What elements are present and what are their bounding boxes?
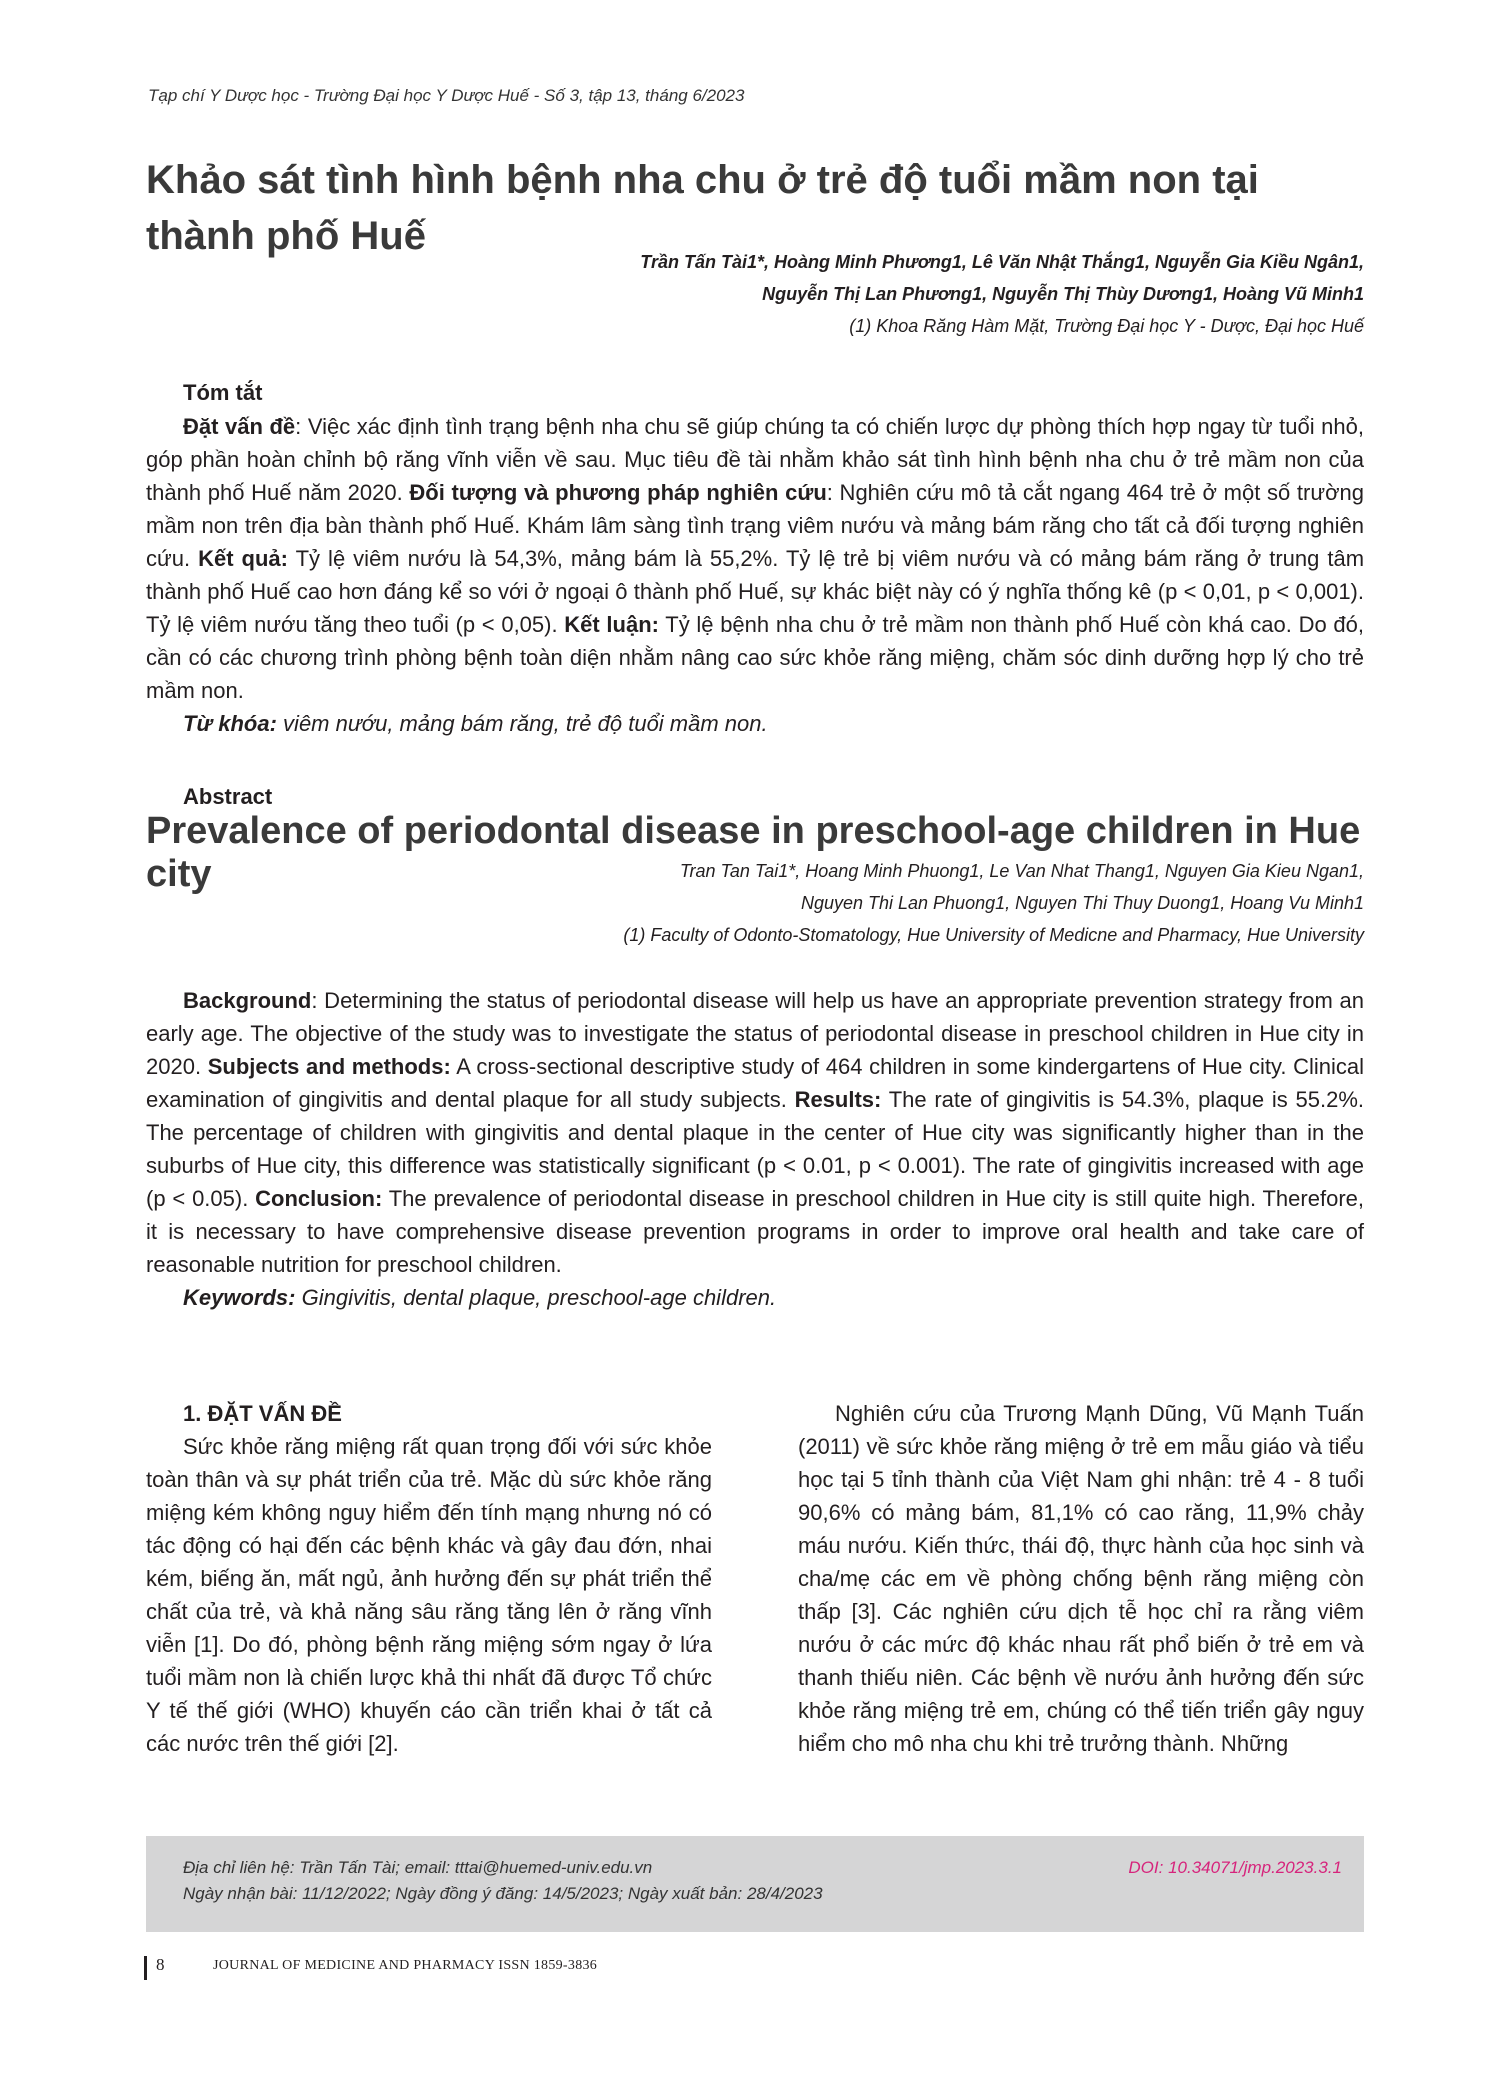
en-authors-line1: Tran Tan Tai1*, Hoang Minh Phuong1, Le Van Nhat Thang1, Nguyen Gia Kieu Ngan1, (679, 861, 1364, 881)
vn-conclusion-text: Tỷ lệ bệnh nha chu ở trẻ mầm non thành phố Huế còn khá cao. Do đó, cần có các chương trình phòng bệnh toàn diện nhằm nâng cao sức khỏe răng miệng, chăm sóc dinh dưỡng hợp lý cho trẻ mầm non. (146, 612, 1364, 703)
left-column-paragraph: Sức khỏe răng miệng rất quan trọng đối với sức khỏe toàn thân và sự phát triển của trẻ. Mặc dù sức khỏe răng miệng kém không nguy hiểm đến tính mạng nhưng nó có tác động có hại đến các bệnh khác và gây đau đớn, nhai kém, biếng ăn, mất ngủ, ảnh hưởng đến sự phát triển thể chất của trẻ, và khả năng sâu răng tăng lên ở răng vĩnh viễn [1]. Do đó, phòng bệnh răng miệng sớm ngay ở lứa tuổi mầm non là chiến lược khả thi nhất đã được Tổ chức Y tế thế giới (WHO) khuyến cáo cần triển khai ở tất cả các nước trên thế giới [2]. (146, 1434, 712, 1756)
vn-summary (146, 410, 1364, 740)
en-results-label: Results: (794, 1087, 882, 1112)
en-title: Prevalence of periodontal disease in preschool-age children in Hue city (146, 810, 1361, 895)
section1-heading: 1. ĐẶT VẤN ĐỀ (183, 1401, 342, 1426)
footer-contact: Địa chỉ liên hệ: Trần Tấn Tài; email: tttai@huemed-univ.edu.vn (183, 1858, 653, 1877)
vn-authors-line2: Nguyễn Thị Lan Phương1, Nguyễn Thị Thùy Dương1, Hoàng Vũ Minh1 (762, 284, 1364, 304)
vn-bg-text: : Việc xác định tình trạng bệnh nha chu sẽ giúp chúng ta có chiến lược dự phòng thích hợp ngay từ tuổi nhỏ, góp phần hoàn chỉnh bộ răng vĩnh viễn về sau. Mục tiêu đề tài nhằm khảo sát tình hình bệnh nha chu ở trẻ mầm non của thành phố Huế năm 2020. (146, 414, 1364, 505)
left-column (146, 1397, 712, 1760)
vn-authors (640, 246, 1364, 342)
en-abstract (146, 984, 1364, 1314)
en-authors-line2: Nguyen Thi Lan Phuong1, Nguyen Thi Thuy Duong1, Hoang Vu Minh1 (800, 893, 1364, 913)
en-affiliation: (1) Faculty of Odonto-Stomatology, Hue University of Medicne and Pharmacy, Hue University (623, 925, 1364, 945)
vn-results-label: Kết quả: (198, 546, 288, 571)
journal-header: Tạp chí Y Dược học - Trường Đại học Y Dược Huế - Số 3, tập 13, tháng 6/2023 (148, 86, 745, 105)
footer-dates: Ngày nhận bài: 11/12/2022; Ngày đồng ý đăng: 14/5/2023; Ngày xuất bản: 28/4/2023 (183, 1884, 823, 1903)
en-keywords-text: Gingivitis, dental plaque, preschool-age children. (295, 1285, 777, 1310)
en-bg-label: Background (183, 988, 312, 1013)
summary-heading: Tóm tắt (183, 380, 263, 405)
en-authors (623, 855, 1364, 951)
en-results-text: The rate of gingivitis is 54.3%, plaque is 55.2%. The percentage of children with gingivitis and dental plaque in the center of Hue city was significantly higher than in the suburbs of Hue city, this difference was statistically significant (p < 0.01, p < 0.001). The rate of gingivitis increased with age (p < 0.05). (146, 1087, 1364, 1211)
vn-title: Khảo sát tình hình bệnh nha chu ở trẻ độ tuổi mầm non tại thành phố Huế (146, 158, 1259, 258)
vn-bg-label: Đặt vấn đề (183, 414, 296, 439)
vn-methods-text: : Nghiên cứu mô tả cắt ngang 464 trẻ ở một số trường mầm non trên địa bàn thành phố Huế. Khám lâm sàng tình trạng viêm nướu và mảng bám răng cho tất cả đối tượng nghiên cứu. (146, 480, 1364, 571)
page-marker-bar (144, 1956, 147, 1980)
page-number: 8 (156, 1955, 165, 1974)
right-column (798, 1397, 1364, 1760)
vn-keywords-text: viêm nướu, mảng bám răng, trẻ độ tuổi mầm non. (276, 711, 768, 736)
vn-authors-line1: Trần Tấn Tài1*, Hoàng Minh Phương1, Lê Văn Nhật Thắng1, Nguyễn Gia Kiều Ngân1, (640, 252, 1364, 272)
en-methods-label: Subjects and methods: (207, 1054, 451, 1079)
en-keywords-label: Keywords: (183, 1285, 296, 1310)
vn-keywords-label: Từ khóa: (183, 711, 277, 736)
abstract-heading: Abstract (183, 784, 273, 809)
en-conclusion-text: The prevalence of periodontal disease in preschool children in Hue city is still quite high. Therefore, it is necessary to have comprehensive disease prevention programs in order to improve oral health and take care of reasonable nutrition for preschool children. (146, 1186, 1364, 1277)
en-conclusion-label: Conclusion: (255, 1186, 383, 1211)
vn-affiliation: (1) Khoa Răng Hàm Mặt, Trường Đại học Y - Dược, Đại học Huế (849, 316, 1364, 336)
vn-results-text: Tỷ lệ viêm nướu là 54,3%, mảng bám là 55,2%. Tỷ lệ trẻ bị viêm nướu và có mảng bám răng ở trung tâm thành phố Huế cao hơn đáng kể so với ở ngoại ô thành phố Huế, sự khác biệt này có ý nghĩa thống kê (p < 0,01, p < 0,001). Tỷ lệ viêm nướu tăng theo tuổi (p < 0,05). (146, 546, 1365, 637)
journal-footer: JOURNAL OF MEDICINE AND PHARMACY ISSN 1859-3836 (213, 1958, 598, 1973)
vn-methods-label: Đối tượng và phương pháp nghiên cứu (409, 480, 827, 505)
vn-conclusion-label: Kết luận: (564, 612, 659, 637)
doi-link[interactable]: DOI: 10.34071/jmp.2023.3.1 (1128, 1858, 1342, 1877)
en-bg-text: : Determining the status of periodontal disease will help us have an appropriate prevention strategy from an early age. The objective of the study was to investigate the status of periodontal disease in preschool children in Hue city in 2020. (146, 988, 1364, 1079)
en-methods-text: A cross-sectional descriptive study of 464 children in some kindergartens of Hue city. Clinical examination of gingivitis and dental plaque for all study subjects. (146, 1054, 1364, 1112)
right-column-paragraph: Nghiên cứu của Trương Mạnh Dũng, Vũ Mạnh Tuấn (2011) về sức khỏe răng miệng ở trẻ em mẫu giáo và tiểu học tại 5 tỉnh thành của Việt Nam ghi nhận: trẻ 4 - 8 tuổi 90,6% có mảng bám, 81,1% có cao răng, 11,9% chảy máu nướu. Kiến thức, thái độ, thực hành của học sinh và cha/mẹ các em về phòng chống bệnh răng miệng còn thấp [3]. Các nghiên cứu dịch tễ học chỉ ra rằng viêm nướu ở các mức độ khác nhau rất phổ biến ở trẻ em và thanh thiếu niên. Các bệnh về nướu ảnh hưởng đến sức khỏe răng miệng trẻ em, chúng có thể tiến triển gây nguy hiểm cho mô nha chu khi trẻ trưởng thành. Những (798, 1401, 1364, 1756)
